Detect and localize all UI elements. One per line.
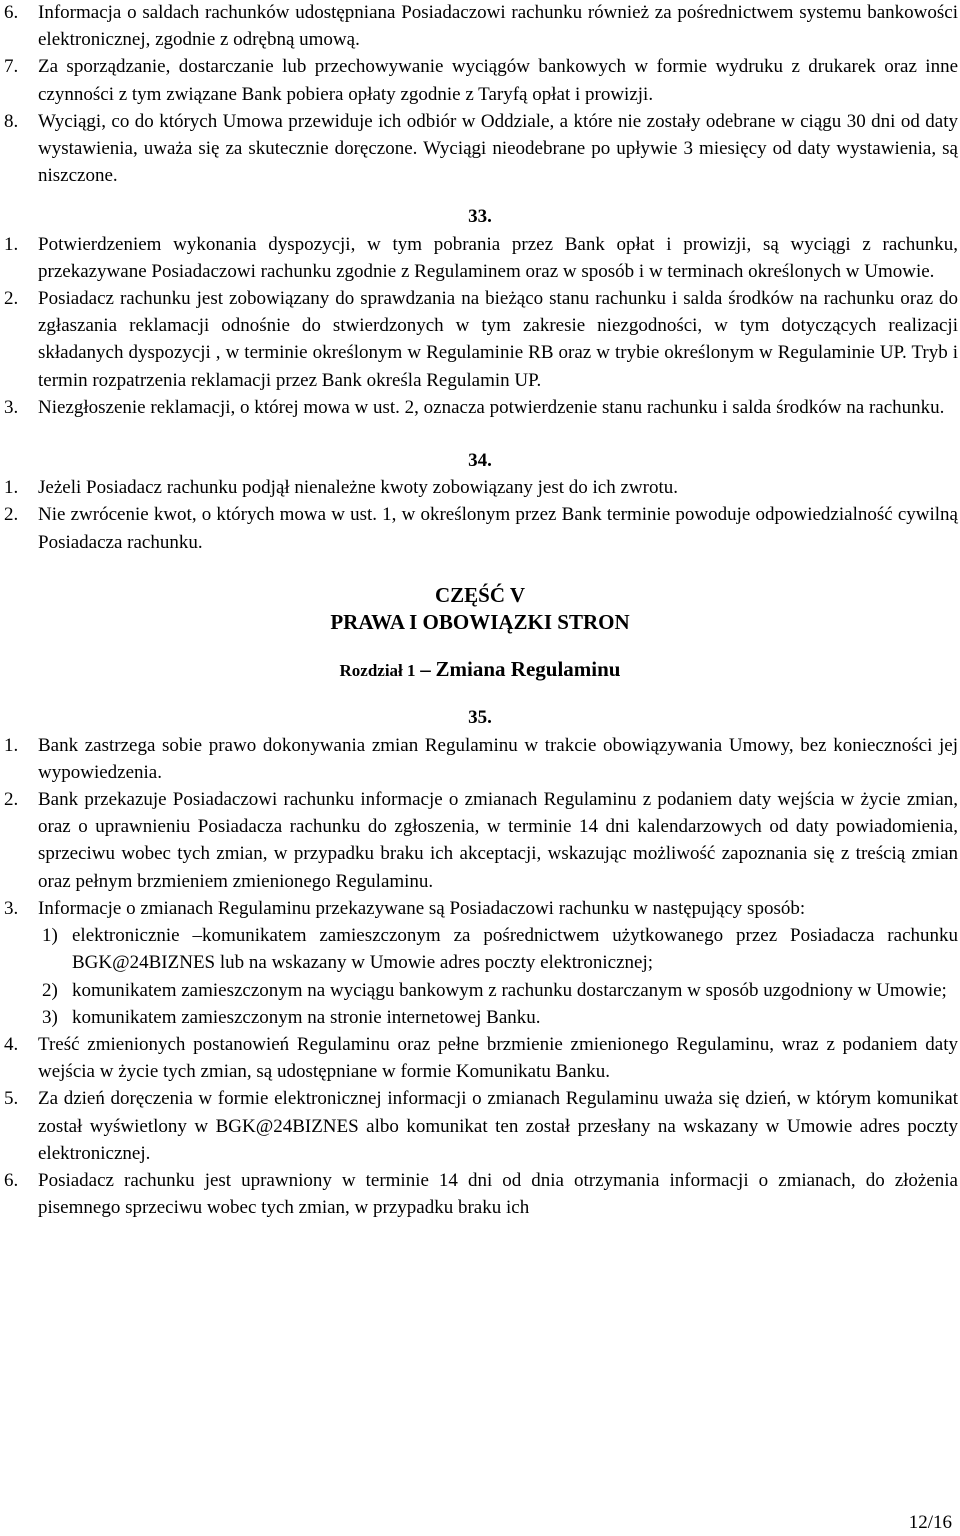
- page-number: 12/16: [908, 1512, 952, 1533]
- paragraph-heading-33: 33.: [468, 206, 492, 228]
- list-item: [0, 53, 960, 107]
- item-number: 7.: [4, 56, 19, 78]
- sub-list-item: [0, 922, 960, 976]
- item-text: Posiadacz rachunku jest zobowiązany do sprawdzania na bieżąco stanu rachunku i salda środków na rachunku oraz do zgłaszania reklamacji odnośnie do stwierdzonych w tym zakresie niezgodności, w tym dotyczących realizacji składanych dyspozycji , w terminie określonym w Regulaminie RB oraz w trybie określonym w Regulaminie UP. Tryb i termin rozpatrzenia reklamacji przez Bank określa Regulamin UP.: [38, 288, 958, 391]
- list-item: [0, 231, 960, 285]
- item-text: Treść zmienionych postanowień Regulaminu oraz pełne brzmienie zmienionego Regulaminu, wraz z podaniem daty wejścia w życie tych zmian, są udostępniane w formie Komunikatu Banku.: [38, 1033, 958, 1083]
- item-number: 2.: [4, 288, 19, 310]
- list-item: [0, 1031, 960, 1085]
- paragraph-heading-34: 34.: [468, 450, 492, 472]
- item-text: Potwierdzeniem wykonania dyspozycji, w tym pobrania przez Bank opłat i prowizji, są wyciągi z rachunku, przekazywane Posiadaczowi rachunku zgodnie z Regulaminem oraz w sposób i w terminach określonych w Umowie.: [38, 233, 958, 282]
- list-item: [0, 501, 960, 555]
- list-item: [0, 895, 960, 922]
- item-text: Za dzień doręczenia w formie elektronicznej informacji o zmianach Regulaminu uważa się dzień, w którym komunikat został wyświetlony w BGK@24BIZNES albo komunikat ten został przesłany na wskazany w Umowie adres poczty elektronicznej.: [38, 1088, 958, 1164]
- item-number: 6.: [4, 2, 19, 23]
- item-number: 2.: [4, 504, 19, 526]
- item-number: 3.: [4, 396, 19, 418]
- item-number: 8.: [4, 110, 19, 132]
- list-item: [0, 732, 960, 786]
- part-subtitle: PRAWA I OBOWIĄZKI STRON: [330, 610, 630, 635]
- sub-list-item: [0, 1004, 960, 1031]
- item-number: 5.: [4, 1088, 19, 1110]
- item-text: Informacja o saldach rachunków udostępniana Posiadaczowi rachunku również za pośrednictwem systemu bankowości elektronicznej, zgodnie z odrębną umową.: [38, 2, 958, 51]
- list-item: [0, 474, 960, 501]
- list-item: [0, 1085, 960, 1167]
- item-text: Informacje o zmianach Regulaminu przekazywane są Posiadaczowi rachunku w następujący sposób:: [38, 897, 806, 919]
- item-text: Za sporządzanie, dostarczanie lub przechowywanie wyciągów bankowych w formie wydruku z drukarek oraz inne czynności z tym związane Bank pobiera opłaty zgodnie z Taryfą opłat i prowizji.: [38, 56, 958, 105]
- sub-item-number: 1): [42, 925, 58, 947]
- list-item: [0, 108, 960, 190]
- sub-item-number: 3): [42, 1006, 58, 1028]
- item-text: Bank przekazuje Posiadaczowi rachunku informacje o zmianach Regulaminu z podaniem daty wejścia w życie zmian, oraz o uprawnieniu Posiadacza rachunku do zgłoszenia, w terminie 14 dni kalendarzowych od daty powiadomienia, sprzeciwu wobec tych zmian, w przypadku braku ich akceptacji, wskazując możliwość zapoznania się z treścią zmian oraz pełnym brzmieniem zmienionego Regulaminu.: [38, 789, 958, 892]
- item-number: 3.: [4, 897, 19, 919]
- paragraph-heading-35: 35.: [468, 707, 492, 729]
- item-text: Jeżeli Posiadacz rachunku podjął nienależne kwoty zobowiązany jest do ich zwrotu.: [38, 477, 678, 499]
- list-item: [0, 0, 960, 53]
- item-number: 1.: [4, 734, 19, 756]
- sub-item-text: elektronicznie –komunikatem zamieszczonym za pośrednictwem użytkowanego przez Posiadacza rachunku BGK@24BIZNES lub na wskazany w Umowie adres poczty elektronicznej;: [72, 925, 958, 974]
- chapter-dash: –: [420, 657, 431, 682]
- item-number: 1.: [4, 477, 19, 499]
- chapter-heading: [0, 656, 960, 684]
- list-item: [0, 1167, 960, 1221]
- sub-item-number: 2): [42, 979, 58, 1001]
- sub-list-item: [0, 977, 960, 1004]
- chapter-label: Rozdział 1: [339, 661, 416, 681]
- sub-item-text: komunikatem zamieszczonym na wyciągu bankowym z rachunku dostarczanym w sposób uzgodniony w Umowie;: [72, 979, 947, 1001]
- sub-list: [0, 922, 960, 1031]
- item-text: Niezgłoszenie reklamacji, o której mowa w ust. 2, oznacza potwierdzenie stanu rachunku i salda środków na rachunku.: [38, 396, 945, 418]
- item-text: Nie zwrócenie kwot, o których mowa w ust. 1, w określonym przez Bank terminie powoduje odpowiedzialność cywilną Posiadacza rachunku.: [38, 504, 958, 553]
- item-number: 4.: [4, 1033, 19, 1055]
- item-number: 6.: [4, 1169, 19, 1191]
- item-text: Bank zastrzega sobie prawo dokonywania zmian Regulaminu w trakcie obowiązywania Umowy, bez konieczności jej wypowiedzenia.: [38, 734, 958, 783]
- part-title: CZĘŚĆ V: [434, 582, 526, 607]
- item-number: 2.: [4, 789, 19, 811]
- list-item: [0, 394, 960, 421]
- item-text: Posiadacz rachunku jest uprawniony w terminie 14 dni od dnia otrzymania informacji o zmianach, do złożenia pisemnego sprzeciwu wobec tych zmian, w przypadku braku ich: [38, 1169, 958, 1219]
- list-item: [0, 285, 960, 394]
- list-item: [0, 786, 960, 895]
- item-text: Wyciągi, co do których Umowa przewiduje ich odbiór w Oddziale, a które nie zostały odebrane w ciągu 30 dni od daty wystawienia, uważa się za skutecznie doręczone. Wyciągi nieodebrane po upływie 3 miesięcy od daty wystawienia, są niszczone.: [38, 110, 958, 187]
- chapter-title: Zmiana Regulaminu: [435, 657, 621, 682]
- sub-item-text: komunikatem zamieszczonym na stronie internetowej Banku.: [72, 1006, 541, 1028]
- item-number: 1.: [4, 233, 19, 255]
